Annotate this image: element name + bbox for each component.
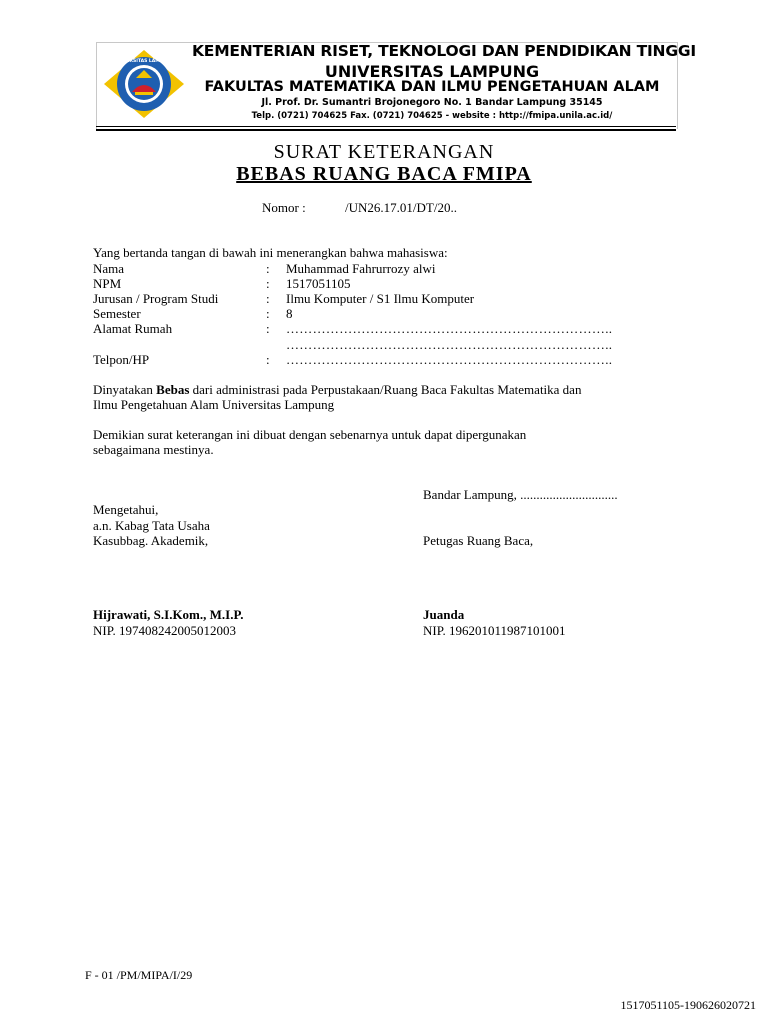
logo-text: UNIVERSITAS LAMPUNG (113, 59, 175, 64)
closing-paragraph (93, 427, 693, 457)
field-colon: : (266, 321, 270, 336)
field-value-nama: Muhammad Fahrurrozy alwi (286, 261, 436, 276)
field-value-npm: 1517051105 (286, 276, 351, 291)
field-label-alamat: Alamat Rumah (93, 321, 173, 336)
closing-line1: Demikian surat keterangan ini dibuat dengan sebenarnya untuk dapat dipergunakan (93, 427, 527, 442)
statement-paragraph (93, 382, 693, 412)
field-value-telpon: ……………………………………………………………….. (286, 352, 613, 367)
statement-pre: Dinyatakan (93, 382, 157, 397)
right-sign-nip: NIP. 196201011987101001 (423, 623, 566, 638)
field-label-jurusan: Jurusan / Program Studi (93, 291, 219, 306)
closing-line2: sebagaimana mestinya. (93, 442, 214, 457)
left-sign-line3: Kasubbag. Akademik, (93, 533, 209, 548)
field-value-semester: 8 (286, 306, 293, 321)
left-sign-nip: NIP. 197408242005012003 (93, 623, 237, 638)
field-value-alamat-2: ……………………………………………………………….. (286, 337, 613, 352)
letterhead-rule-bottom (96, 129, 676, 131)
left-sign-line1: Mengetahui, (93, 502, 159, 517)
letterhead-rule-top (96, 126, 676, 127)
nomor-label: Nomor : (262, 200, 306, 215)
right-sign-role: Petugas Ruang Baca, (423, 533, 534, 548)
statement-bold: Bebas (156, 382, 190, 397)
place-date: Bandar Lampung, .............................. (423, 487, 618, 502)
footer-code: F - 01 /PM/MIPA/I/29 (85, 968, 193, 982)
left-sign-name: Hijrawati, S.I.Kom., M.I.P. (93, 607, 244, 622)
faculty-name: FAKULTAS MATEMATIKA DAN ILMU PENGETAHUAN ALAM (204, 79, 660, 95)
intro-text: Yang bertanda tangan di bawah ini menerangkan bahwa mahasiswa: (93, 245, 448, 260)
field-label-nama: Nama (93, 261, 125, 276)
field-colon: : (266, 276, 270, 291)
field-colon: : (266, 306, 270, 321)
field-value-alamat: ……………………………………………………………….. (286, 321, 613, 336)
field-label-telpon: Telpon/HP (93, 352, 150, 367)
document-title: SURAT KETERANGAN (273, 141, 495, 163)
document-subtitle: BEBAS RUANG BACA FMIPA (236, 163, 532, 185)
field-colon: : (266, 261, 270, 276)
nomor-value: /UN26.17.01/DT/20.. (345, 200, 457, 215)
left-sign-line2: a.n. Kabag Tata Usaha (93, 518, 210, 533)
university-name: UNIVERSITAS LAMPUNG (324, 62, 540, 81)
document-id: 1517051105-190626020721 (620, 998, 756, 1012)
field-value-jurusan: Ilmu Komputer / S1 Ilmu Komputer (286, 291, 475, 306)
field-colon: : (266, 352, 270, 367)
ministry-name: KEMENTERIAN RISET, TEKNOLOGI DAN PENDIDIKAN TINGGI (192, 42, 696, 60)
field-label-npm: NPM (93, 276, 122, 291)
right-sign-name: Juanda (423, 607, 465, 622)
statement-post: dari administrasi pada Perpustakaan/Ruang Baca Fakultas Matematika dan (189, 382, 582, 397)
university-logo (102, 48, 186, 120)
field-colon: : (266, 291, 270, 306)
contact-line: Telp. (0721) 704625 Fax. (0721) 704625 - website : http://fmipa.unila.ac.id/ (251, 111, 613, 121)
address-line: Jl. Prof. Dr. Sumantri Brojonegoro No. 1 Bandar Lampung 35145 (261, 97, 603, 108)
field-label-semester: Semester (93, 306, 141, 321)
statement-line2: Ilmu Pengetahuan Alam Universitas Lampung (93, 397, 335, 412)
